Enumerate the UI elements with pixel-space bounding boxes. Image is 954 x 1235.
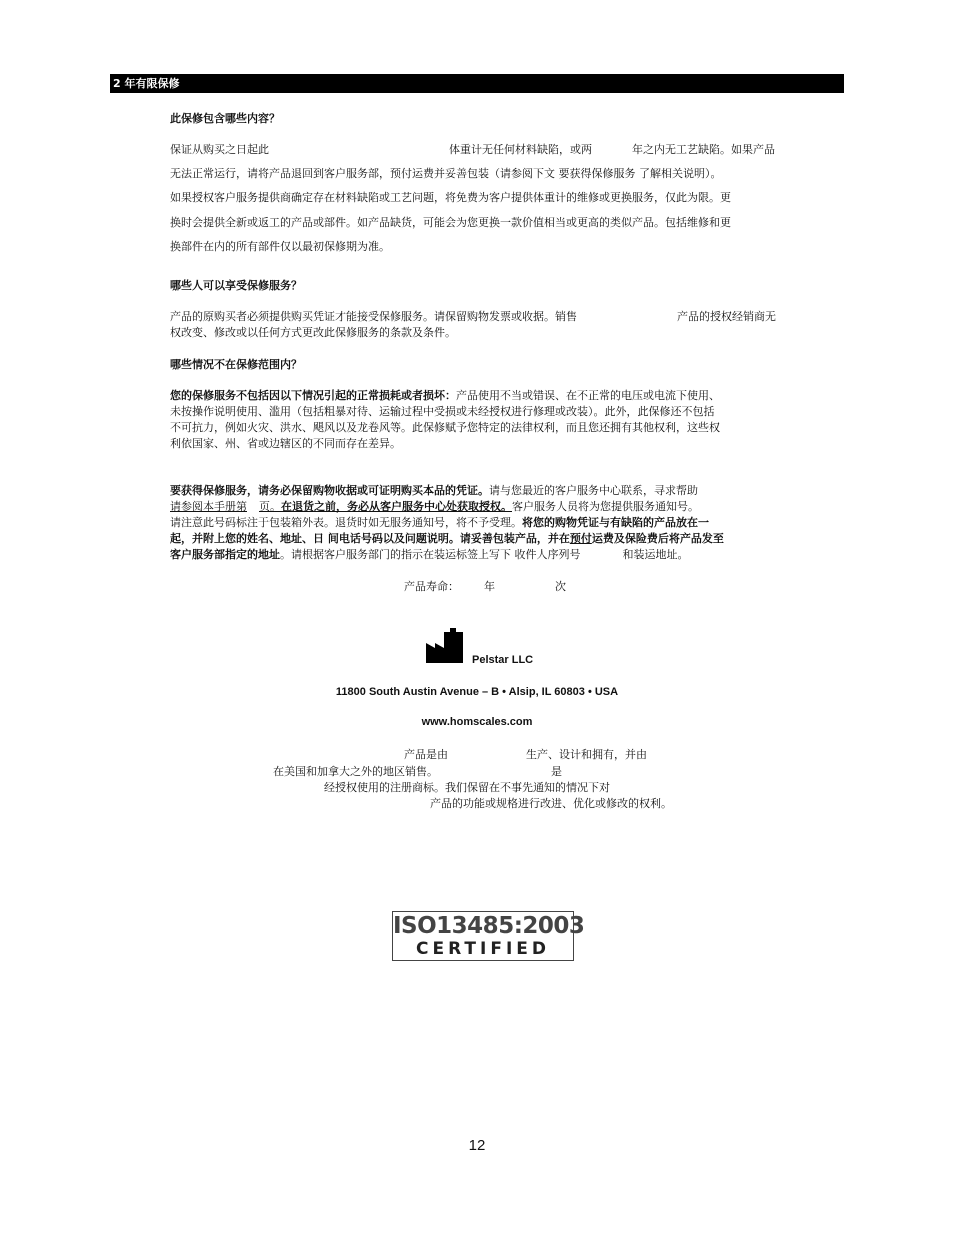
manufacturer-website[interactable]: www.homscales.com [421, 716, 533, 728]
service-line-3-bold: 将您的购物凭证与有缺陷的产品放在一 [522, 516, 709, 529]
who-title: 哪些人可以享受保修服务？ [170, 279, 302, 292]
service-line-2-ref-b: 页。 [259, 500, 281, 513]
iso-standard-text: ISO13485:2003 [393, 913, 585, 939]
service-line-4-bold-b: 运费及保险费后将产品发至 [591, 532, 724, 545]
legal-line-2b: 是 [551, 765, 562, 778]
coverage-line-5: 换部件在内的所有部件仅以最初保修期为准。 [170, 240, 390, 253]
legal-line-2a: 在美国和加拿大之外的地区销售。 [273, 765, 438, 778]
iso-certified-badge [392, 911, 585, 961]
lifespan-label: 产品寿命： [404, 580, 459, 593]
legal-line-4: 产品的功能或规格进行改进、优化或修改的权利。 [430, 797, 672, 810]
page-number: 12 [468, 1137, 486, 1154]
not-covered-title: 哪些情况不在保修范围内？ [170, 358, 302, 371]
not-covered-line-1-bold: 您的保修服务不包括因以下情况引起的正常损耗或者损坏： [170, 389, 456, 402]
iso-certified-text: CERTIFIED [416, 939, 550, 959]
service-line-2 [170, 498, 699, 514]
service-line-2-bold: 在退货之前，务必从客户服务中心处获取授权。 [281, 500, 512, 513]
coverage-line-1a: 保证从购买之日起此 [170, 143, 269, 156]
legal-line-3: 经授权使用的注册商标。我们保留在不事先通知的情况下对 [324, 781, 610, 794]
section-header-bar [110, 74, 844, 93]
service-line-3-rest: 请注意此号码标注于包装箱外表。退货时如无服务通知号，将不予受理。 [170, 516, 522, 529]
service-line-1 [170, 482, 698, 498]
service-line-1-rest: 请与您最近的客户服务中心联系，寻求帮助 [489, 484, 698, 497]
service-line-3 [170, 514, 709, 530]
coverage-line-1c: 年之内无工艺缺陷。如果产品 [632, 143, 775, 156]
service-line-1-bold: 要获得保修服务，请务必保留购物收据或可证明购买本品的凭证。 [170, 484, 489, 497]
service-line-2-rest: 客户服务人员将为您提供服务通知号。 [512, 500, 699, 513]
factory-icon [425, 628, 465, 664]
coverage-title: 此保修包含哪些内容？ [170, 112, 280, 125]
service-line-2-ref-a: 请参阅本手册第 [170, 500, 247, 513]
service-line-4 [170, 530, 724, 546]
coverage-line-1b: 体重计无任何材料缺陷，或两 [449, 143, 592, 156]
service-line-5 [170, 546, 689, 562]
service-line-4-bold-u: 预付 [569, 532, 592, 545]
section-header-title: 2 年有限保修 [113, 77, 180, 90]
coverage-line-4: 换时会提供全新或返工的产品或部件。如产品缺货，可能会为您更换一款价值相当或更高的类似产品。包括维修和更 [170, 216, 731, 229]
not-covered-line-1 [170, 387, 720, 403]
who-line-1a: 产品的原购买者必须提供购买凭证才能接受保修服务。请保留购物发票或收据。销售 [170, 310, 577, 323]
coverage-line-3: 如果授权客户服务提供商确定存在材料缺陷或工艺问题，将免费为客户提供体重计的维修或更换服务，仅此为限。更 [170, 191, 731, 204]
coverage-line-2: 无法正常运行，请将产品退回到客户服务部，预付运费并妥善包装（请参阅下文 要获得保修服务 了解相关说明）。 [170, 167, 722, 180]
not-covered-line-4: 利依国家、州、省或边辖区的不同而存在差异。 [170, 437, 401, 450]
not-covered-line-2: 未按操作说明使用、滥用（包括粗暴对待、运输过程中受损或未经授权进行修理或改装）。此外，此保修还不包括 [170, 405, 715, 418]
service-line-5-rest-a: 。请根据客户服务部门的指示在装运标签上写下 收件人序列号 [280, 548, 581, 561]
lifespan-times: 次 [555, 580, 566, 593]
who-line-2: 权改变、修改或以任何方式更改此保修服务的条款及条件。 [170, 326, 456, 339]
lifespan-year: 年 [484, 580, 495, 593]
service-line-5-bold: 客户服务部指定的地址 [170, 548, 280, 561]
not-covered-line-1-rest: 产品使用不当或错误、在不正常的电压或电流下使用、 [456, 389, 720, 402]
manufacturer-name: Pelstar LLC [472, 654, 534, 666]
manufacturer-address: 11800 South Austin Avenue – B • Alsip, IL 60803 • USA [335, 686, 619, 698]
not-covered-line-3: 不可抗力，例如火灾、洪水、飓风以及龙卷风等。此保修赋予您特定的法律权利，而且您还拥有其他权利，这些权 [170, 421, 720, 434]
legal-line-1a: 产品是由 [404, 748, 448, 761]
service-line-4-bold-a: 起，并附上您的姓名、地址、日 间电话号码以及问题说明。请妥善包装产品，并在 [170, 532, 570, 545]
legal-line-1b: 生产、设计和拥有，并由 [526, 748, 647, 761]
who-line-1b: 产品的授权经销商无 [677, 310, 776, 323]
service-line-5-rest-b: 和装运地址。 [622, 548, 689, 561]
